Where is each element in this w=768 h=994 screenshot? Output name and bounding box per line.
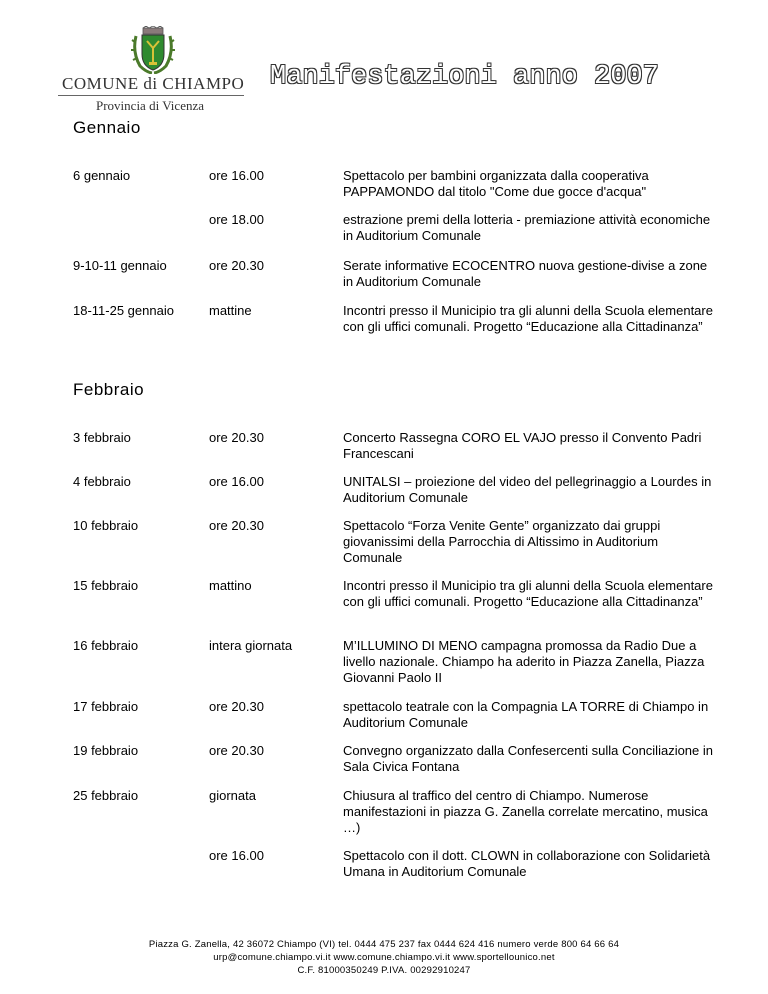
event-time: mattine	[209, 303, 252, 318]
event-time: ore 20.30	[209, 699, 264, 714]
event-description: Incontri presso il Municipio tra gli alunni della Scuola elementare con gli uffici comunali. Progetto “Educazione alla Cittadinanza”	[343, 303, 713, 334]
logo-divider	[58, 95, 244, 96]
event-time: ore 20.30	[209, 743, 264, 758]
event-description: Serate informative ECOCENTRO nuova gestione-divise a zone in Auditorium Comunale	[343, 258, 708, 289]
event-time: mattino	[209, 578, 252, 593]
event-date: 16 febbraio	[73, 638, 139, 653]
event-description: Convegno organizzato dalla Confesercenti sulla Conciliazione in Sala Civica Fontana	[343, 743, 713, 774]
comune-name: COMUNE di CHIAMPO	[62, 74, 245, 93]
month-heading-gennaio: Gennaio	[73, 118, 141, 137]
event-date: 19 febbraio	[73, 743, 139, 758]
event-date: 3 febbraio	[73, 430, 131, 445]
event-date: 15 febbraio	[73, 578, 139, 593]
event-date: 17 febbraio	[73, 699, 139, 714]
event-description: UNITALSI – proiezione del video del pellegrinaggio a Lourdes in Auditorium Comunale	[343, 474, 712, 505]
event-description: M’ILLUMINO DI MENO campagna promossa da Radio Due a livello nazionale. Chiampo ha aderito in Piazza Zanella, Piazza Giovanni Paolo II	[343, 638, 705, 685]
footer-tax-ids: C.F. 81000350249 P.IVA. 00292910247	[297, 965, 471, 976]
event-description: spettacolo teatrale con la Compagnia LA TORRE di Chiampo in Auditorium Comunale	[343, 699, 709, 730]
footer-address: Piazza G. Zanella, 42 36072 Chiampo (VI) tel. 0444 475 237 fax 0444 624 416 numero verde 800 64 66 64	[148, 939, 620, 950]
footer-web: urp@comune.chiampo.vi.it www.comune.chiampo.vi.it www.sportellounico.net	[213, 952, 555, 963]
event-description: Spettacolo con il dott. CLOWN in collaborazione con Solidarietà Umana in Auditorium Comunale	[343, 848, 711, 879]
municipality-logo	[58, 22, 248, 112]
event-time: ore 20.30	[209, 258, 264, 273]
event-description: Concerto Rassegna CORO EL VAJO presso il Convento Padri Francescani	[343, 430, 702, 461]
event-date: 18-11-25 gennaio	[73, 303, 174, 318]
event-time: ore 16.00	[209, 848, 264, 863]
event-date: 25 febbraio	[73, 788, 139, 803]
event-description: Chiusura al traffico del centro di Chiampo. Numerose manifestazioni in piazza G. Zanella correlate mercatino, musica …)	[343, 788, 708, 835]
event-description: Spettacolo “Forza Venite Gente” organizzato dai gruppi giovanissimi della Parrocchia di Altissimo in Auditorium Comunale	[343, 518, 661, 565]
event-date: 10 febbraio	[73, 518, 139, 533]
event-time: ore 16.00	[209, 474, 264, 489]
event-time: ore 18.00	[209, 212, 264, 227]
coat-of-arms-icon	[130, 26, 176, 74]
provincia-name: Provincia di Vicenza	[96, 98, 204, 113]
event-time: ore 16.00	[209, 168, 264, 183]
event-description: estrazione premi della lotteria - premiazione attività economiche in Auditorium Comunale	[343, 212, 711, 243]
event-time: giornata	[209, 788, 256, 803]
event-time: intera giornata	[209, 638, 293, 653]
event-date: 9-10-11 gennaio	[73, 258, 167, 273]
page-footer	[0, 938, 768, 977]
page-title: Manifestazioni anno 2007	[270, 62, 659, 92]
event-date: 6 gennaio	[73, 168, 131, 183]
event-date: 4 febbraio	[73, 474, 131, 489]
event-description: Incontri presso il Municipio tra gli alunni della Scuola elementare con gli uffici comunali. Progetto “Educazione alla Cittadinanza”	[343, 578, 713, 609]
event-description: Spettacolo per bambini organizzata dalla cooperativa PAPPAMONDO dal titolo "Come due gocce d'acqua"	[343, 168, 649, 199]
event-time: ore 20.30	[209, 518, 264, 533]
event-time: ore 20.30	[209, 430, 264, 445]
month-heading-febbraio: Febbraio	[73, 380, 145, 399]
